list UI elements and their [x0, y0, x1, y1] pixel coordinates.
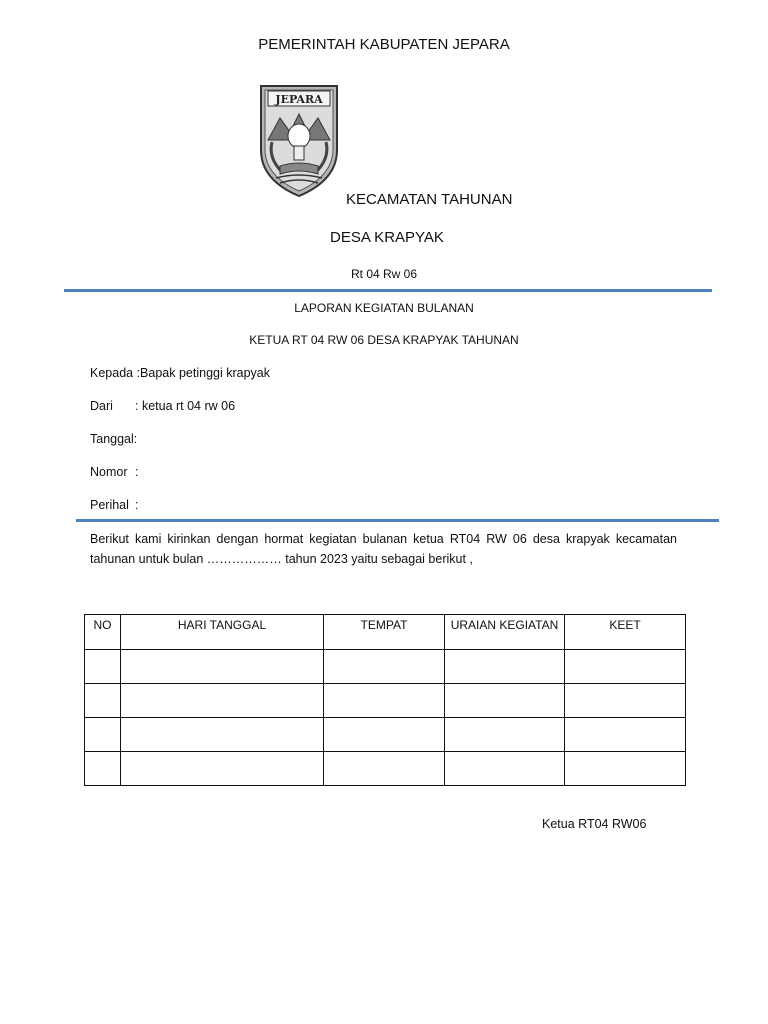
rt-rw-label: Rt 04 Rw 06: [350, 267, 418, 281]
signature-label: Ketua RT04 RW06: [542, 817, 647, 831]
table-row: [85, 718, 686, 752]
table-cell: [324, 684, 445, 718]
column-header-keet: KEET: [565, 615, 686, 650]
table-cell: [85, 650, 121, 684]
logo-text: JEPARA: [275, 93, 323, 106]
table-cell: [85, 718, 121, 752]
field-perihal: [90, 498, 138, 512]
column-header-tempat: TEMPAT: [324, 615, 445, 650]
field-tanggal: [90, 432, 137, 446]
table-row: [85, 752, 686, 786]
village-name: DESA KRAPYAK: [330, 229, 444, 246]
table-row: [85, 650, 686, 684]
table-cell: [565, 684, 686, 718]
table-cell: [445, 684, 565, 718]
table-cell: [565, 752, 686, 786]
fields-divider: [76, 519, 719, 522]
table-cell: [324, 718, 445, 752]
table-cell: [121, 752, 324, 786]
district-name: KECAMATAN TAHUNAN: [346, 191, 513, 208]
jepara-regency-emblem: [258, 80, 340, 198]
table-cell: [445, 650, 565, 684]
field-value: :: [135, 498, 139, 512]
report-subtitle: KETUA RT 04 RW 06 DESA KRAPYAK TAHUNAN: [249, 333, 519, 347]
table-cell: [121, 650, 324, 684]
table-cell: [324, 650, 445, 684]
table-cell: [121, 684, 324, 718]
field-nomor: [90, 465, 138, 479]
table-cell: [565, 718, 686, 752]
table-cell: [324, 752, 445, 786]
field-label: Tanggal: [90, 432, 134, 446]
activity-table: [84, 614, 686, 786]
field-value: :: [133, 432, 138, 446]
table-header-row: [85, 615, 686, 650]
column-header-uraian-kegiatan: URAIAN KEGIATAN: [445, 615, 565, 650]
field-value: Bapak petinggi krapyak: [140, 366, 270, 380]
field-label: Dari: [90, 399, 113, 413]
field-value: : ketua rt 04 rw 06: [135, 399, 236, 413]
table-cell: [445, 752, 565, 786]
field-dari: [90, 399, 235, 413]
table-cell: [85, 752, 121, 786]
field-label: Perihal: [90, 498, 129, 512]
field-label: Kepada :: [90, 366, 141, 380]
table-cell: [445, 718, 565, 752]
body-paragraph: Berikut kami kirinkan dengan hormat kegiatan bulanan ketua RT04 RW 06 desa krapyak kecamatan tahunan untuk bulan ……………… tahun 2023 yaitu sebagai berikut ,: [90, 532, 677, 566]
header-divider: [64, 289, 712, 292]
column-header-hari-tanggal: HARI TANGGAL: [121, 615, 324, 650]
column-header-no: NO: [85, 615, 121, 650]
table-cell: [85, 684, 121, 718]
government-title: PEMERINTAH KABUPATEN JEPARA: [258, 36, 510, 53]
table-row: [85, 684, 686, 718]
table-cell: [565, 650, 686, 684]
field-value: :: [135, 465, 139, 479]
field-label: Nomor: [90, 465, 128, 479]
field-kepada: [90, 366, 270, 380]
report-title: LAPORAN KEGIATAN BULANAN: [294, 301, 474, 315]
table-cell: [121, 718, 324, 752]
